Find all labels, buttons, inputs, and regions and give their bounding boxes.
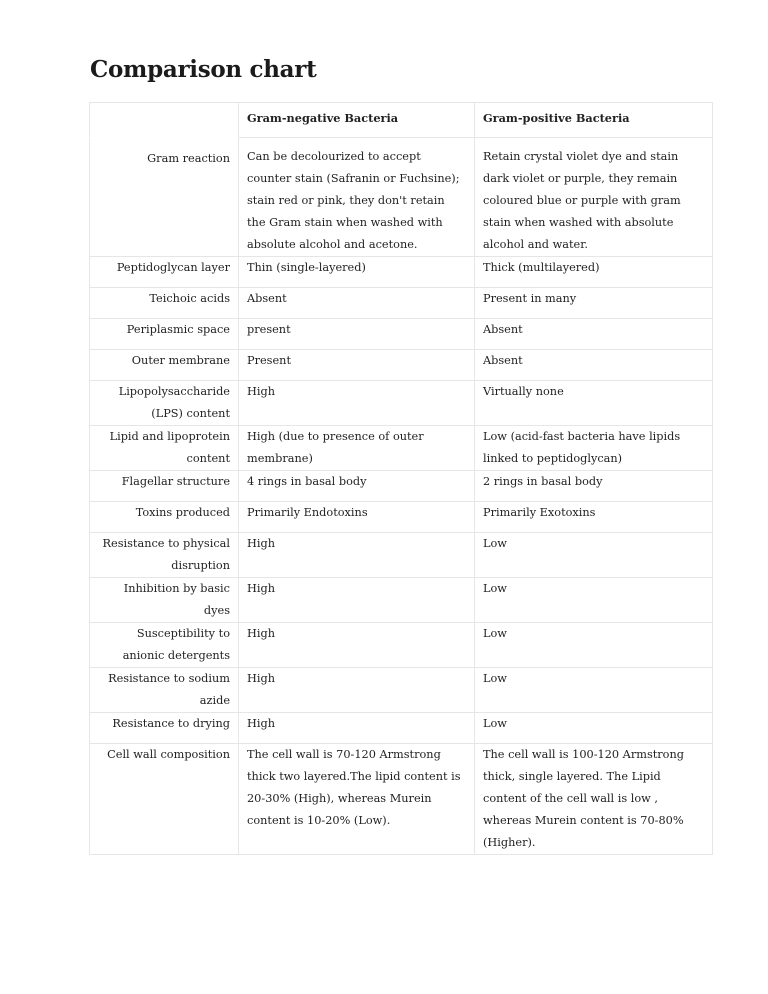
table-row: [90, 533, 713, 578]
cell-gram-positive: Low: [475, 668, 713, 713]
table-row: [90, 502, 713, 533]
cell-gram-negative: High (due to presence of outer membrane): [239, 426, 475, 471]
row-label: Peptidoglycan layer: [90, 257, 239, 288]
table-row: [90, 623, 713, 668]
row-label-cell-wall-composition: Cell wall composition: [90, 744, 239, 855]
row-label: Lipopolysaccharide (LPS) content: [90, 381, 239, 426]
cell-gram-negative: Thin (single-layered): [239, 257, 475, 288]
cell-gram-negative: Present: [239, 350, 475, 381]
cell-gram-positive: Virtually none: [475, 381, 713, 426]
cell-gram-negative: Primarily Endotoxins: [239, 502, 475, 533]
cell-gram-negative: The cell wall is 70-120 Armstrong thick two layered.The lipid content is 20-30% (High), whereas Murein content is 10-20% (Low).: [239, 744, 475, 855]
table-row: [90, 350, 713, 381]
table-row: [90, 257, 713, 288]
row-label: Lipid and lipoprotein content: [90, 426, 239, 471]
cell-gram-negative: High: [239, 623, 475, 668]
cell-gram-positive: Thick (multilayered): [475, 257, 713, 288]
table-row: [90, 668, 713, 713]
row-label: Toxins produced: [90, 502, 239, 533]
table-row: [90, 426, 713, 471]
cell-gram-positive: Retain crystal violet dye and stain dark violet or purple, they remain coloured blue or purple with gram stain when washed with absolute alcohol and water.: [475, 138, 713, 257]
row-label: Periplasmic space: [90, 319, 239, 350]
comparison-table: [89, 102, 713, 855]
cell-gram-negative: present: [239, 319, 475, 350]
cell-gram-negative: Can be decolourized to accept counter stain (Safranin or Fuchsine); stain red or pink, they don't retain the Gram stain when washed with absolute alcohol and acetone.: [239, 138, 475, 257]
header-gram-negative: Gram-negative Bacteria: [239, 103, 475, 138]
cell-gram-negative: High: [239, 381, 475, 426]
table-row: [90, 578, 713, 623]
cell-gram-positive: 2 rings in basal body: [475, 471, 713, 502]
table-row: [90, 713, 713, 744]
table-header-row: [90, 103, 713, 138]
cell-gram-negative: High: [239, 668, 475, 713]
header-gram-positive: Gram-positive Bacteria: [475, 103, 713, 138]
cell-gram-positive: Low: [475, 578, 713, 623]
cell-gram-positive: Absent: [475, 350, 713, 381]
page-title: Comparison chart: [90, 56, 317, 83]
table-row: [90, 744, 713, 855]
cell-gram-positive: Low (acid-fast bacteria have lipids linked to peptidoglycan): [475, 426, 713, 471]
row-label-gram-reaction: Gram reaction: [90, 138, 239, 257]
table-row: [90, 471, 713, 502]
row-label: Inhibition by basic dyes: [90, 578, 239, 623]
cell-gram-positive: Low: [475, 533, 713, 578]
row-label: Flagellar structure: [90, 471, 239, 502]
table-row: [90, 138, 713, 257]
cell-gram-negative: 4 rings in basal body: [239, 471, 475, 502]
row-label: Susceptibility to anionic detergents: [90, 623, 239, 668]
header-blank-cell: [90, 103, 239, 138]
row-label: Outer membrane: [90, 350, 239, 381]
table-row: [90, 288, 713, 319]
cell-gram-positive: The cell wall is 100-120 Armstrong thick, single layered. The Lipid content of the cell wall is low , whereas Murein content is 70-80% (Higher).: [475, 744, 713, 855]
row-label: Resistance to drying: [90, 713, 239, 744]
row-label: Resistance to physical disruption: [90, 533, 239, 578]
row-label: Teichoic acids: [90, 288, 239, 319]
row-label: Resistance to sodium azide: [90, 668, 239, 713]
cell-gram-positive: Low: [475, 623, 713, 668]
cell-gram-negative: High: [239, 533, 475, 578]
cell-gram-negative: High: [239, 713, 475, 744]
cell-gram-positive: Present in many: [475, 288, 713, 319]
cell-gram-positive: Absent: [475, 319, 713, 350]
cell-gram-negative: High: [239, 578, 475, 623]
cell-gram-negative: Absent: [239, 288, 475, 319]
table-row: [90, 381, 713, 426]
table-row: [90, 319, 713, 350]
cell-gram-positive: Primarily Exotoxins: [475, 502, 713, 533]
cell-gram-positive: Low: [475, 713, 713, 744]
